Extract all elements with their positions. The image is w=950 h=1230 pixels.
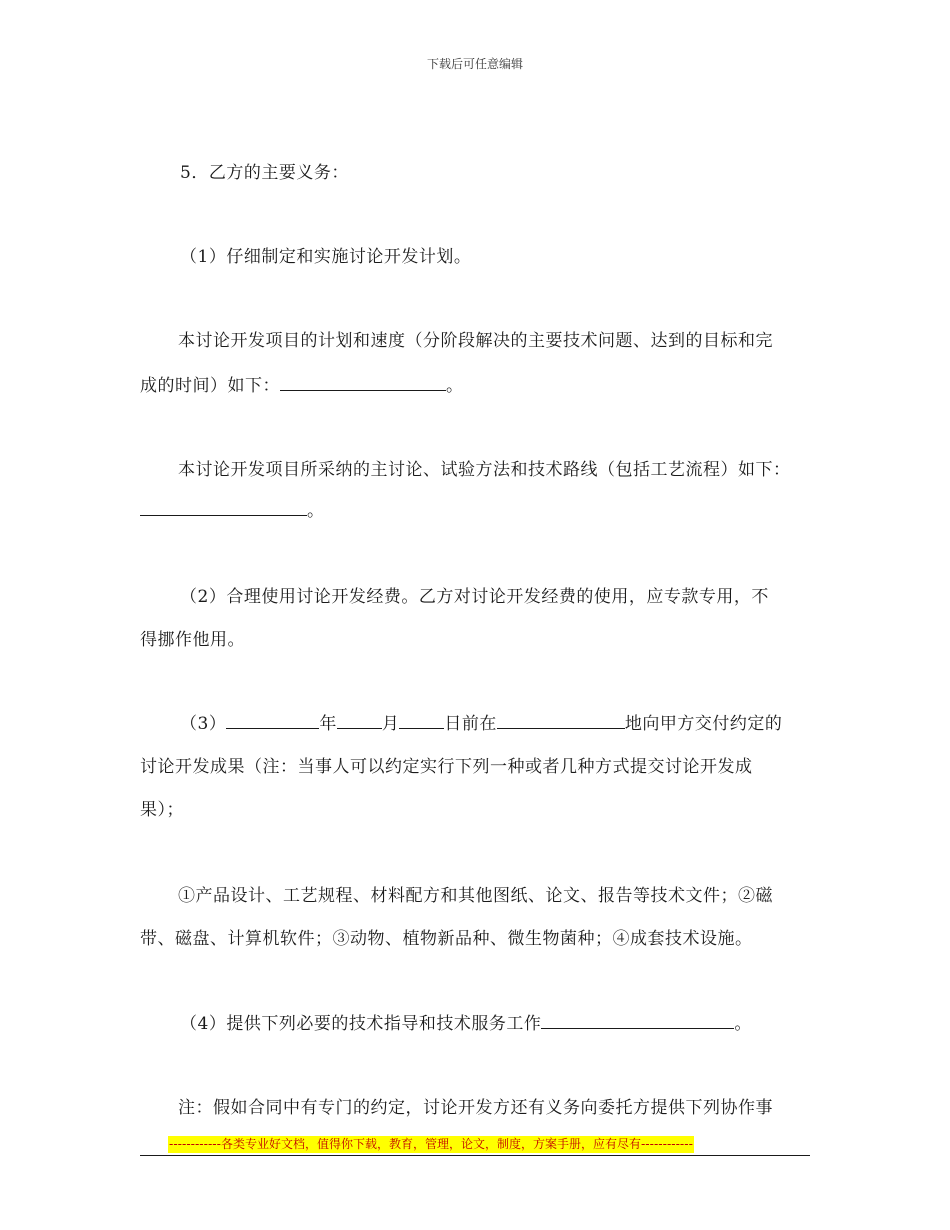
day-blank[interactable] bbox=[399, 714, 444, 729]
section-heading: 5．乙方的主要义务： bbox=[180, 163, 349, 183]
day-label: 日前在 bbox=[444, 714, 497, 734]
paragraph-method-line2 bbox=[140, 496, 325, 521]
paragraph-plan-line1: 本讨论开发项目的计划和速度（分阶段解决的主要技术问题、达到的目标和完 bbox=[178, 331, 773, 351]
location-blank[interactable] bbox=[497, 714, 625, 729]
month-label: 月 bbox=[381, 714, 400, 734]
clause-3-line1 bbox=[180, 709, 782, 734]
deliverables-line1: ①产品设计、工艺规程、材料配方和其他图纸、论文、报告等技术文件；②磁 bbox=[178, 886, 773, 906]
clause-3-line3: 果）； bbox=[140, 800, 184, 820]
method-blank[interactable] bbox=[140, 501, 307, 516]
paragraph-method-line1: 本讨论开发项目所采纳的主讨论、试验方法和技术路线（包括工艺流程）如下： bbox=[178, 460, 791, 480]
clause-2-line1: （2）合理使用讨论开发经费。乙方对讨论开发经费的使用，应专款专用，不 bbox=[180, 587, 769, 607]
clause-4-text: （4）提供下列必要的技术指导和技术服务工作 bbox=[180, 1014, 542, 1034]
clause-3-number: （3） bbox=[180, 714, 227, 734]
clause-2-line2: 得挪作他用。 bbox=[140, 630, 245, 650]
clause-3-line2: 讨论开发成果（注：当事人可以约定实行下列一种或者几种方式提交讨论开发成 bbox=[140, 757, 753, 777]
year-blank[interactable] bbox=[226, 714, 319, 729]
clause-1: （1）仔细制定和实施讨论开发计划。 bbox=[180, 247, 472, 267]
year-label: 年 bbox=[319, 714, 337, 734]
plan-blank[interactable] bbox=[280, 376, 446, 391]
service-blank[interactable] bbox=[541, 1014, 734, 1029]
clause-4-period: 。 bbox=[734, 1014, 752, 1034]
method-period: 。 bbox=[307, 501, 325, 521]
plan-label: 成的时间）如下： bbox=[140, 376, 280, 396]
footer-divider bbox=[140, 1155, 810, 1156]
clause-4 bbox=[180, 1009, 752, 1034]
delivery-text: 地向甲方交付约定的 bbox=[624, 714, 783, 734]
deliverables-line2: 带、磁盘、计算机软件；③动物、植物新品种、微生物菌种；④成套技术设施。 bbox=[140, 929, 753, 949]
paragraph-plan-line2 bbox=[140, 371, 464, 396]
page-header: 下载后可任意编辑 bbox=[426, 57, 523, 71]
footer-banner: ------------各类专业好文档，值得你下载，教育，管理，论文，制度，方案手册，应有尽有------------ bbox=[169, 1137, 693, 1151]
note-paragraph: 注：假如合同中有专门的约定，讨论开发方还有义务向委托方提供下列协作事 bbox=[178, 1098, 773, 1118]
plan-period: 。 bbox=[446, 376, 464, 396]
month-blank[interactable] bbox=[337, 714, 382, 729]
